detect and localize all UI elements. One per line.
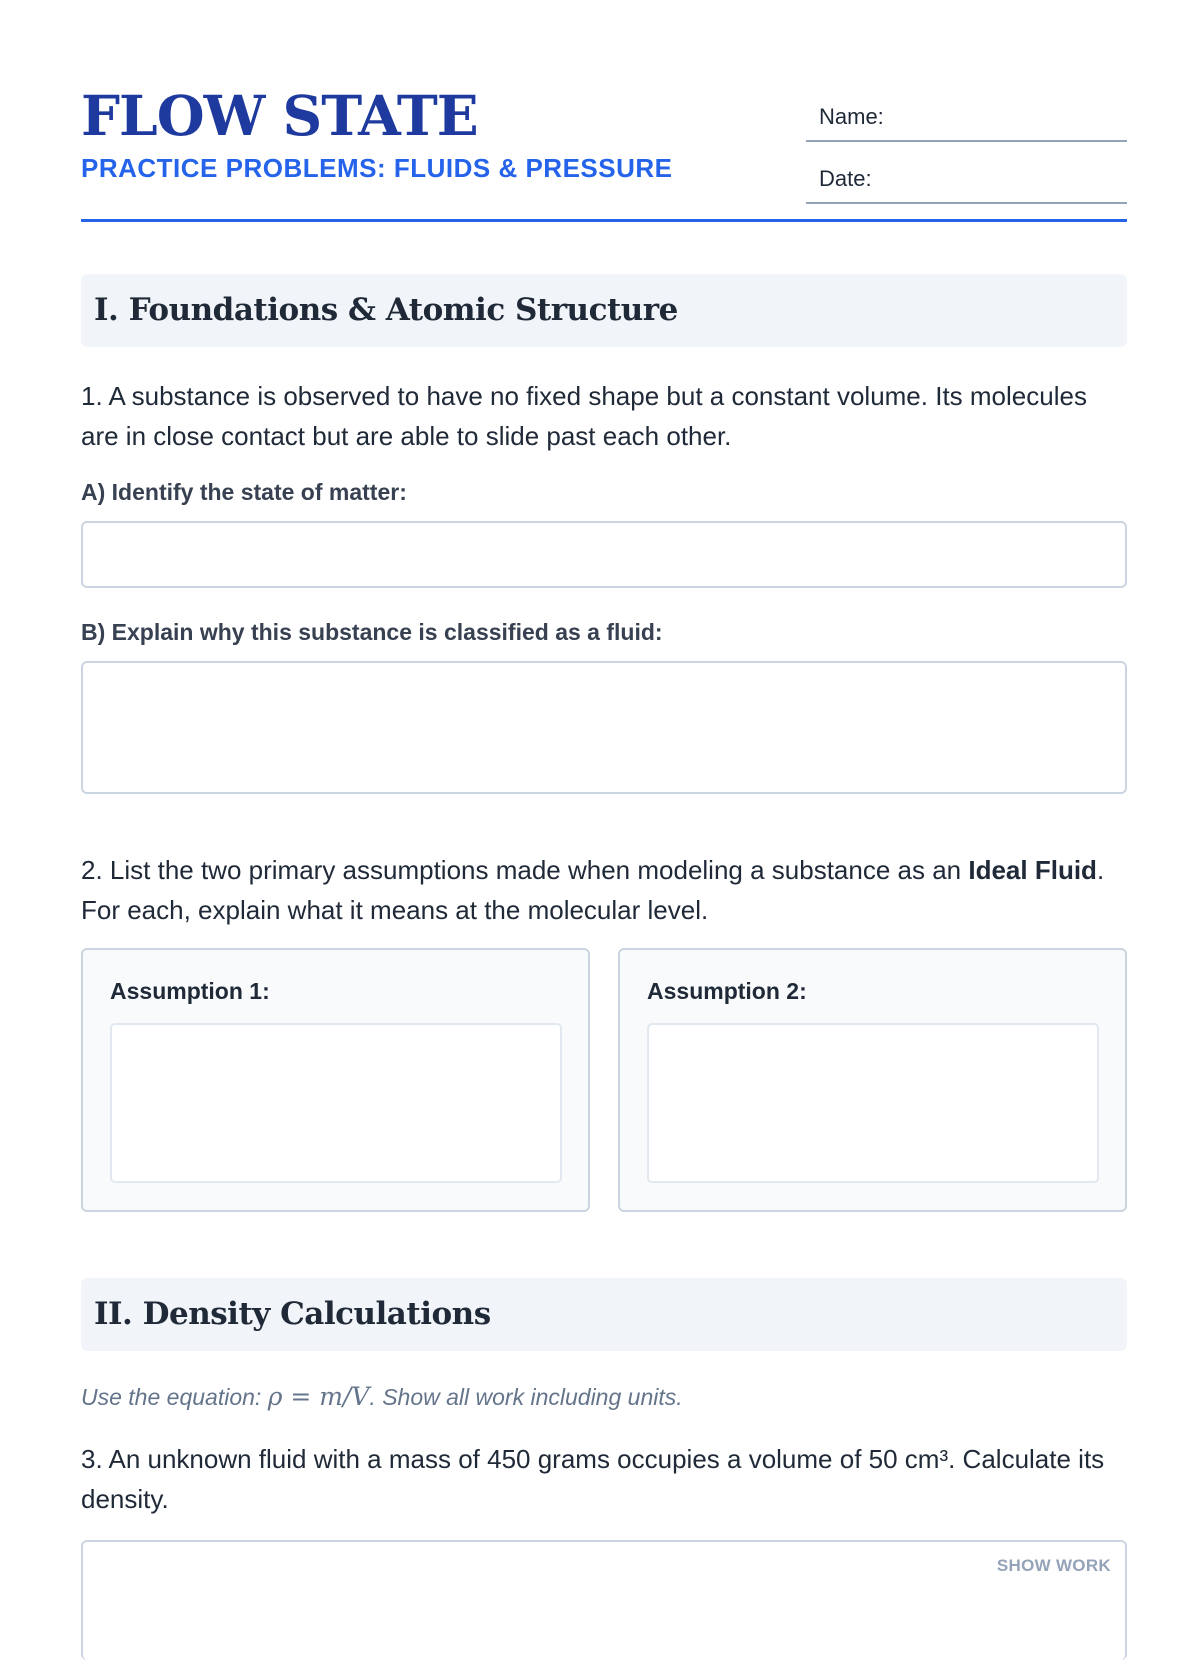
name-label: Name: [819, 104, 884, 129]
worksheet-title: FLOW STATE [81, 83, 478, 148]
density-equation: ρ = m/V [267, 1382, 370, 1411]
section-heading-2 [81, 1278, 1127, 1351]
question-2-text-start: 2. List the two primary assumptions made when modeling a substance as an [81, 855, 969, 885]
instruction-text-end: . Show all work including units. [369, 1384, 683, 1410]
question-3-text: 3. An unknown fluid with a mass of 450 grams occupies a volume of 50 cm³. Calculate its density. [81, 1444, 1105, 1514]
worksheet-page [81, 0, 1127, 1575]
name-field[interactable] [806, 80, 1127, 142]
date-field[interactable] [806, 142, 1127, 204]
question-2-text [81, 850, 1127, 930]
question-2-text-end: . For each, explain what it means at the molecular level. [81, 855, 1105, 925]
section-title: II. Density Calculations [94, 1296, 491, 1332]
question-1-part-a-label: A) Identify the state of matter: [81, 479, 407, 505]
assumption-2-answer-box[interactable] [647, 1023, 1099, 1183]
section-title: I. Foundations & Atomic Structure [94, 292, 678, 328]
assumption-1-label: Assumption 1: [110, 978, 270, 1004]
assumption-2-card [618, 948, 1127, 1212]
student-info [806, 80, 1127, 204]
density-work-box[interactable] [81, 1540, 1127, 1660]
assumption-2-label: Assumption 2: [647, 978, 807, 1004]
assumption-1-card [81, 948, 590, 1212]
ideal-fluid-term: Ideal Fluid [968, 855, 1097, 885]
worksheet-subtitle: PRACTICE PROBLEMS: FLUIDS & PRESSURE [81, 153, 673, 183]
worksheet-header [81, 0, 1127, 222]
state-of-matter-answer-box[interactable] [81, 521, 1127, 588]
date-label: Date: [819, 166, 872, 191]
section-heading-1 [81, 274, 1127, 347]
density-instruction [81, 1382, 683, 1412]
instruction-text-start: Use the equation: [81, 1384, 268, 1410]
fluid-explanation-answer-box[interactable] [81, 661, 1127, 794]
show-work-label: SHOW WORK [996, 1556, 1111, 1575]
question-1-text: 1. A substance is observed to have no fixed shape but a constant volume. Its molecules are in close contact but are able to slide past each other. [81, 381, 1087, 451]
question-1-part-b-label: B) Explain why this substance is classified as a fluid: [81, 619, 663, 645]
assumption-1-answer-box[interactable] [110, 1023, 562, 1183]
